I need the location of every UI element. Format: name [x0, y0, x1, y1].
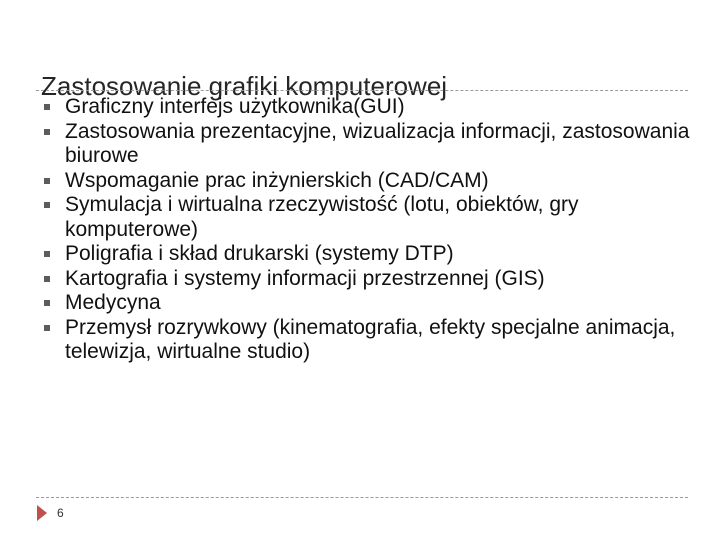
- square-bullet-icon: [44, 104, 50, 110]
- bullet-item: [42, 95, 692, 120]
- bullet-item: [42, 267, 692, 292]
- bullet-item: [42, 242, 692, 267]
- square-bullet-icon: [44, 276, 50, 282]
- bullet-text: Wspomaganie prac inżynierskich (CAD/CAM): [65, 168, 489, 192]
- bullet-item: [42, 316, 692, 365]
- title-divider: [36, 90, 688, 91]
- square-bullet-icon: [44, 300, 50, 306]
- bullet-item: [42, 169, 692, 194]
- bullet-text: Zastosowania prezentacyjne, wizualizacja informacji, zastosowania biurowe: [65, 119, 690, 167]
- square-bullet-icon: [44, 251, 50, 257]
- footer-divider: [36, 497, 688, 498]
- bullet-item: [42, 291, 692, 316]
- page-number: 6: [57, 506, 64, 520]
- square-bullet-icon: [44, 178, 50, 184]
- bullet-text: Poligrafia i skład drukarski (systemy DTP): [65, 242, 454, 265]
- slide-title: Zastosowanie grafiki komputerowej: [41, 71, 448, 102]
- bullet-text: Symulacja i wirtualna rzeczywistość (lotu, obiektów, gry komputerowe): [65, 193, 579, 241]
- bullet-text: Graficzny interfejs użytkownika(GUI): [65, 95, 405, 118]
- bullet-text: Kartografia i systemy informacji przestrzennej (GIS): [65, 266, 545, 290]
- bullet-item: [42, 193, 692, 242]
- square-bullet-icon: [44, 325, 50, 331]
- triangle-right-icon: [37, 505, 47, 521]
- bullet-text: Przemysł rozrywkowy (kinematografia, efekty specjalne animacja, telewizja, wirtualne studio): [65, 315, 676, 363]
- square-bullet-icon: [44, 129, 50, 135]
- bullet-item: [42, 120, 692, 169]
- square-bullet-icon: [44, 202, 50, 208]
- bullet-text: Medycyna: [65, 291, 161, 314]
- bullet-list: [42, 95, 692, 365]
